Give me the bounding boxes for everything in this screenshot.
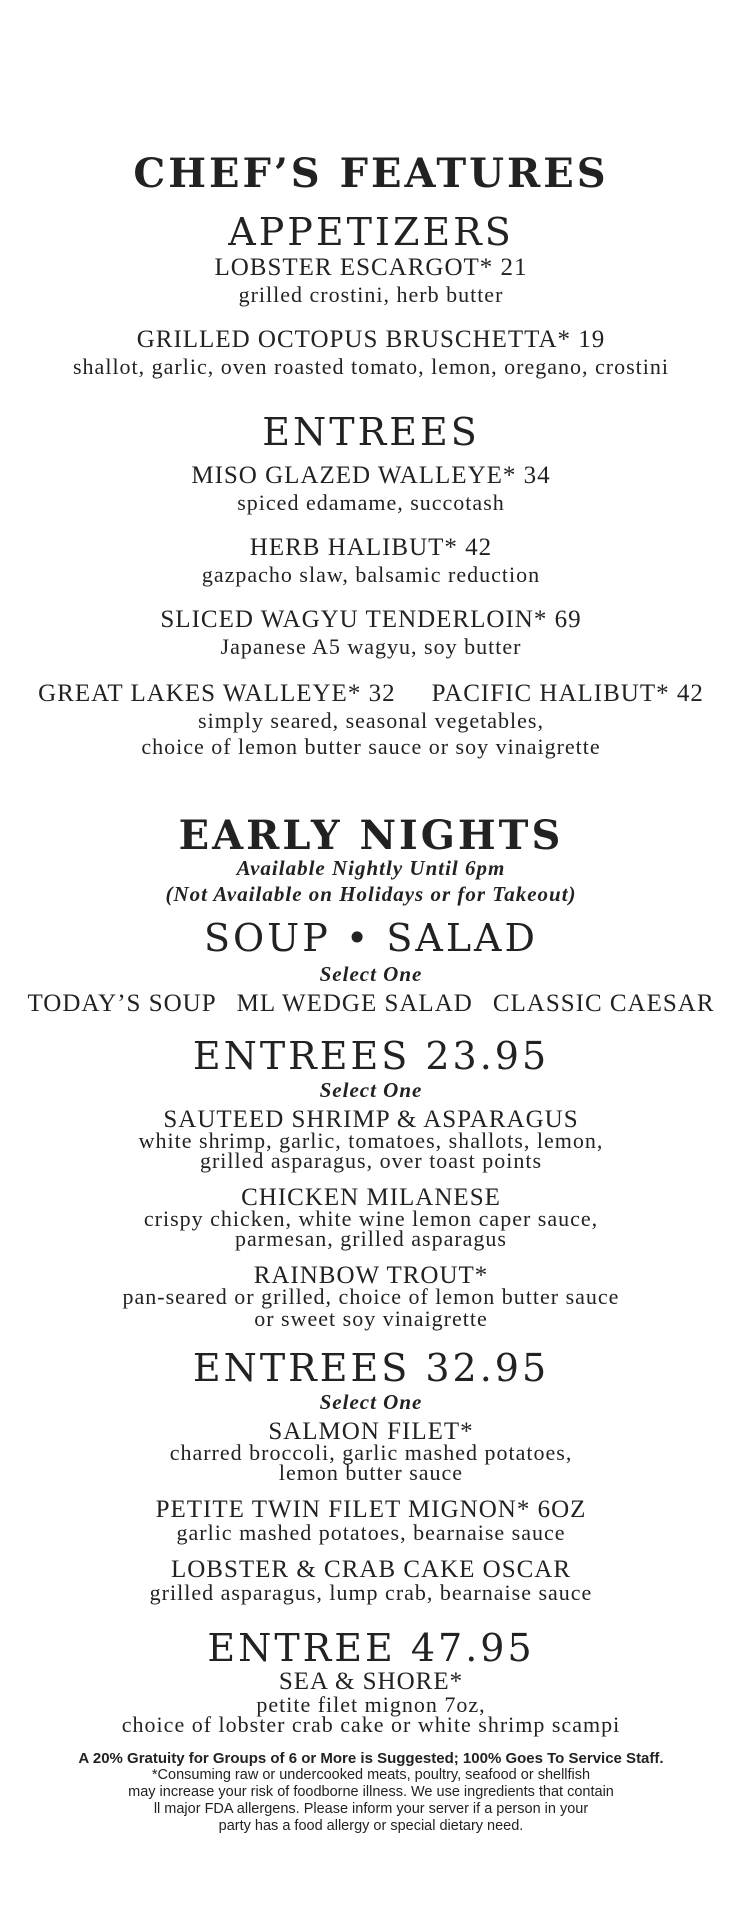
soup-salad-select: Select One	[319, 962, 423, 986]
early-entree-name: SEA & SHORE*	[278, 1668, 464, 1695]
entree-item-name: MISO GLAZED WALLEYE* 34	[191, 462, 551, 489]
entree-pair-desc: simply seared, seasonal vegetables,	[198, 708, 544, 733]
early-entree-desc: choice of lobster crab cake or white shrimp scampi	[121, 1712, 621, 1737]
early-entree-name: CHICKEN MILANESE	[241, 1184, 501, 1211]
entrees-3295-select: Select One	[319, 1390, 423, 1414]
soup-salad-option: ML WEDGE SALAD	[236, 990, 473, 1017]
entree-pair-row	[0, 680, 742, 708]
entree-pair-desc: choice of lemon butter sauce or soy vinaigrette	[141, 734, 601, 759]
disclaimer-line: may increase your risk of foodborne illness. We use ingredients that contain	[128, 1784, 614, 1800]
early-entree-desc: charred broccoli, garlic mashed potatoes,	[169, 1440, 573, 1465]
early-nights-note: (Not Available on Holidays or for Takeout)	[165, 882, 577, 906]
soup-salad-heading: SOUP • SALAD	[204, 916, 538, 960]
gratuity-note: A 20% Gratuity for Groups of 6 or More is Suggested; 100% Goes To Service Staff.	[78, 1750, 664, 1767]
disclaimer-line: party has a food allergy or special dietary need.	[218, 1818, 524, 1834]
soup-salad-options	[0, 990, 742, 1018]
soup-salad-option: CLASSIC CAESAR	[492, 990, 715, 1017]
early-entree-desc: pan-seared or grilled, choice of lemon butter sauce	[122, 1284, 620, 1309]
chef-features-title: CHEF’S FEATURES	[133, 150, 609, 197]
entree-4795-heading: ENTREE 47.95	[207, 1626, 535, 1670]
early-entree-desc: garlic mashed potatoes, bearnaise sauce	[176, 1520, 566, 1545]
early-entree-name: PETITE TWIN FILET MIGNON* 6OZ	[155, 1496, 587, 1523]
early-entree-desc: white shrimp, garlic, tomatoes, shallots, lemon,	[138, 1128, 604, 1153]
early-entree-desc: grilled asparagus, lump crab, bearnaise sauce	[149, 1580, 593, 1605]
entree-item-desc: gazpacho slaw, balsamic reduction	[201, 562, 541, 587]
soup-salad-option: TODAY’S SOUP	[27, 990, 217, 1017]
entrees-2395-select: Select One	[319, 1078, 423, 1102]
appetizer-item-desc: shallot, garlic, oven roasted tomato, lemon, oregano, crostini	[73, 354, 669, 379]
entree-pair-left: GREAT LAKES WALLEYE* 32	[38, 680, 396, 707]
early-entree-desc: petite filet mignon 7oz,	[256, 1692, 486, 1717]
appetizers-heading: APPETIZERS	[228, 210, 514, 254]
entree-item-name: SLICED WAGYU TENDERLOIN* 69	[160, 606, 582, 633]
early-entree-name: LOBSTER & CRAB CAKE OSCAR	[170, 1556, 572, 1583]
early-entree-name: SAUTEED SHRIMP & ASPARAGUS	[163, 1106, 579, 1133]
disclaimer-line: ll major FDA allergens. Please inform your server if a person in your	[153, 1801, 589, 1817]
entrees-2395-heading: ENTREES 23.95	[192, 1034, 550, 1078]
early-entree-desc: or sweet soy vinaigrette	[254, 1306, 488, 1331]
early-nights-title: EARLY NIGHTS	[178, 812, 564, 859]
footer-disclaimer	[0, 1750, 742, 1835]
entrees-3295-heading: ENTREES 32.95	[192, 1346, 550, 1390]
early-entree-name: SALMON FILET*	[268, 1418, 474, 1445]
early-entree-desc: parmesan, grilled asparagus	[235, 1226, 507, 1251]
disclaimer-line: *Consuming raw or undercooked meats, poultry, seafood or shellfish	[151, 1767, 591, 1783]
entree-item-desc: Japanese A5 wagyu, soy butter	[220, 634, 522, 659]
entree-item-name: HERB HALIBUT* 42	[249, 534, 493, 561]
early-entree-name: RAINBOW TROUT*	[253, 1262, 489, 1289]
appetizer-item-desc: grilled crostini, herb butter	[238, 282, 504, 307]
early-entree-desc: lemon butter sauce	[278, 1460, 464, 1485]
early-nights-subtitle: Available Nightly Until 6pm	[236, 856, 506, 880]
appetizer-item-name: LOBSTER ESCARGOT* 21	[214, 254, 528, 281]
early-entree-desc: grilled asparagus, over toast points	[199, 1148, 543, 1173]
appetizer-item-name: GRILLED OCTOPUS BRUSCHETTA* 19	[136, 326, 606, 353]
entree-pair-right: PACIFIC HALIBUT* 42	[431, 680, 704, 707]
early-entree-desc: crispy chicken, white wine lemon caper sauce,	[143, 1206, 599, 1231]
entrees-heading: ENTREES	[262, 410, 480, 454]
entree-item-desc: spiced edamame, succotash	[237, 490, 505, 515]
